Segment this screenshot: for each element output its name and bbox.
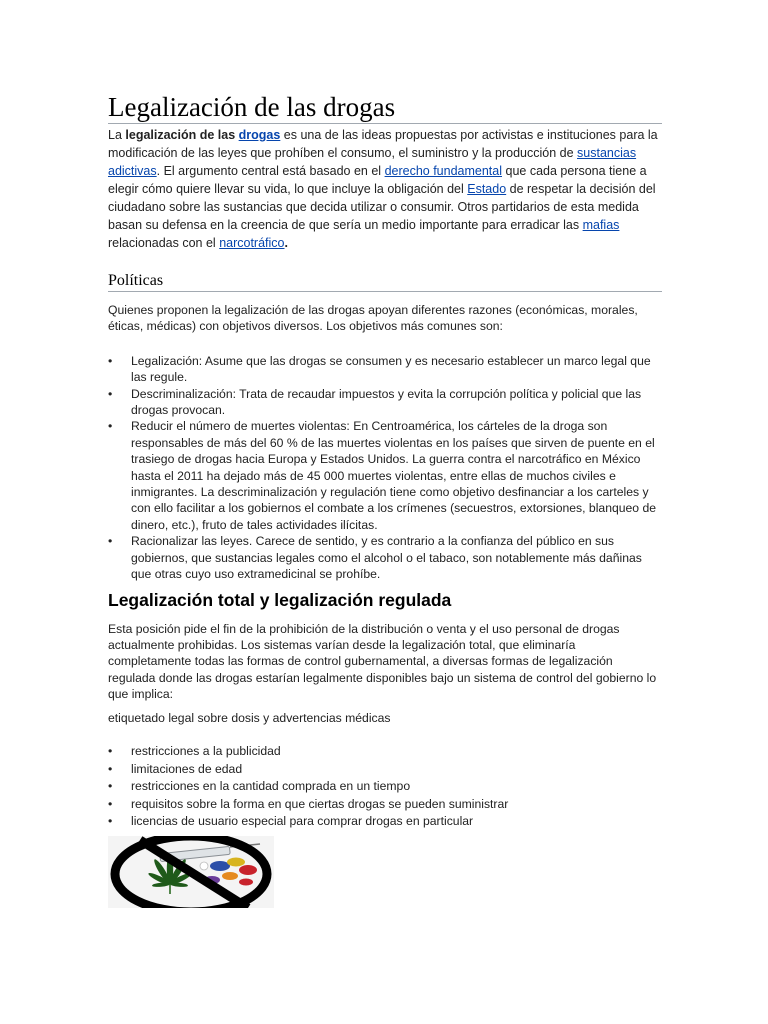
list-item: • requisitos sobre la forma en que ciertas drogas se pueden suministrar (108, 796, 662, 814)
politicas-paragraph: Quienes proponen la legalización de las drogas apoyan diferentes razones (económicas, morales, éticas, médicas) con objetivos diversos. Los objetivos más comunes son: (108, 303, 638, 334)
bullet-icon: • (108, 386, 113, 401)
intro-paragraph: La legalización de las drogas es una de las ideas propuestas por activistas e instituciones para la modificación de las leyes que prohíben el consumo, el suministro y la producción de sustancias adictivas. El argumento central está basado en el derecho fundamental que cada persona tiene a elegir cómo quiere llevar su vida, lo que incluye la obligación del Estado de respetar la decisión del ciudadano sobre las sustancias que decida utilizar o consumir. Otros partidarios de esta medida basan su defensa en la creencia de que sería un medio importante para erradicar las mafias relacionadas con el narcotráfico. (108, 128, 658, 250)
link-derecho-fundamental[interactable]: derecho fundamental (384, 164, 503, 178)
legalizacion-total-paragraph: Esta posición pide el fin de la prohibición de la distribución o venta y el uso personal de drogas actualmente prohibidas. Los sistemas varían desde la legalización total, que eliminaría completamente todas las formas de control gubernamental, a diversas formas de legalización regulada donde las drogas estarían legalmente disponibles bajo un sistema de control del gobierno lo que implica: (108, 621, 657, 702)
page-title: Legalización de las drogas (108, 92, 662, 124)
bullet-icon: • (108, 353, 113, 368)
bullet-icon: • (108, 534, 113, 549)
etiquetado-line: etiquetado legal sobre dosis y advertencias médicas (108, 710, 391, 725)
list-item: • restricciones en la cantidad comprada en un tiempo (108, 778, 662, 796)
intro-bold: legalización de las (125, 128, 239, 142)
list-item: • Descriminalización: Trata de recaudar impuestos y evita la corrupción política y policial que las drogas provocan. (108, 386, 642, 418)
link-drogas[interactable]: drogas (238, 128, 281, 142)
bullet-icon: • (108, 814, 113, 829)
link-sustancias-adictivas[interactable]: sustancias adictivas (108, 146, 637, 178)
bullet-icon: • (108, 743, 113, 758)
bullet-icon: • (108, 796, 113, 811)
list-item: • restricciones a la publicidad (108, 743, 662, 761)
list-item: • licencias de usuario especial para comprar drogas en particular (108, 813, 662, 831)
bullet-icon: • (108, 419, 113, 434)
section-heading-politicas: Políticas (108, 271, 662, 292)
no-drugs-image (108, 836, 274, 908)
link-estado[interactable]: Estado (467, 182, 507, 196)
article (108, 92, 662, 831)
link-mafias[interactable]: mafias (582, 218, 620, 232)
list-item: • Reducir el número de muertes violentas: En Centroamérica, los cárteles de la droga son responsables de más del 60 % de las muertes violentas en los países que sirven de puente en el trasiego de drogas hacia Europa y Estados Unidos. La guerra contra el narcotráfico en México hasta el 2011 ha dejado más de 45 000 muertes violentas, entre ellas de muchos civiles e inmigrantes. La descriminalización y regulación tiene como objetivo desfinanciar a los carteles y con ello facilitar a los gobiernos el combate a los crímenes (secuestros, extorsiones, blanqueo de dinero, etc.), fruto de tales actividades ilícitas. (108, 419, 657, 532)
no-drugs-icon (108, 836, 274, 908)
politicas-list (108, 353, 662, 583)
list-item: • limitaciones de edad (108, 761, 662, 779)
list-item: • Legalización: Asume que las drogas se consumen y es necesario establecer un marco legal que las regule. (108, 353, 651, 385)
section-heading-legalizacion-total: Legalización total y legalización regulada (108, 589, 452, 610)
list-item: • Racionalizar las leyes. Carece de sentido, y es contrario a la confianza del público en sus gobiernos, que sustancias legales como el alcohol o el tabaco, son notablemente más dañinas que otras cuyo uso extramedicinal se prohíbe. (108, 534, 642, 582)
restricciones-list (108, 743, 662, 831)
bullet-icon: • (108, 761, 113, 776)
link-narcotrafico[interactable]: narcotráfico (219, 236, 285, 250)
bullet-icon: • (108, 779, 113, 794)
